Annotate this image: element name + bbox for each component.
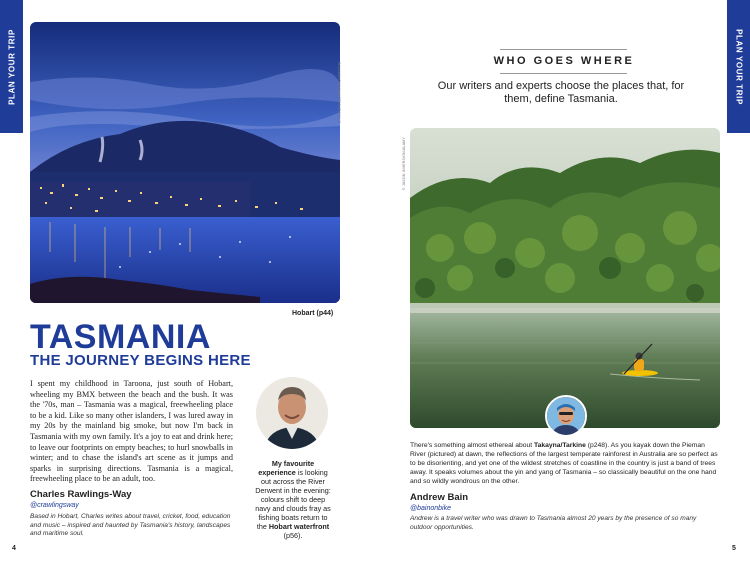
side-tab-label: PLAN YOUR TRIP [7,28,16,105]
photo-caption-hobart: Hobart (p44) [292,310,334,317]
section-rule-bottom [500,73,627,74]
page-subtitle: THE JOURNEY BEGINS HERE [30,352,251,369]
hobart-photo [30,22,340,303]
author-bio-andrew: Andrew is a travel writer who was drawn to Tasmania almost 20 years by the presence of so many outdoor opportunities. [410,515,697,531]
side-tab-label: PLAN YOUR TRIP [734,28,743,105]
avatar-charles [256,377,328,449]
avatar-andrew [545,395,587,437]
page-number-left: 4 [12,545,16,552]
page-title: TASMANIA [30,318,211,356]
author-name-charles: Charles Rawlings-Way [30,489,132,500]
intro-paragraph: I spent my childhood in Taroona, just south of Hobart, wheeling my BMX between the beach and the bush. It was the '70s, man – Tasmania was a magical, freewheeling place to be a kid. Like so many other islanders, I was lured away in my 20s by the mainland big smoke, but now I'm back in Tasmania with my own family. It's a joy to eat and drink here; to leave our footprints on empty beaches; to hurl snowballs in winter; and to chase the island's art scene as it jumps and sparks in surprising directions. Tasmania is a magical, freewheeling place to be an adult, too. [30,379,233,484]
author-handle-andrew[interactable]: @bainonbike [410,505,451,512]
page-number-right: 5 [732,545,736,552]
favourite-experience [254,459,332,540]
body-place: Takayna/Tarkine [534,442,586,449]
author-handle-charles[interactable]: @crawlingsway [30,502,79,509]
right-intro-paragraph [410,441,721,486]
favourite-ref: (p56). [283,531,303,540]
plan-your-trip-tab-right [727,0,750,133]
section-rule-top [500,49,627,50]
favourite-text: is looking out across the River Derwent in the evening: colours shift to deep navy and clouds fray as fishing boats return to the [255,468,331,531]
pieman-river-photo [410,128,720,428]
section-subtitle: Our writers and experts choose the places that, for them, define Tasmania. [437,80,685,105]
author-bio-charles: Based in Hobart, Charles writes about travel, cricket, food, education and music – inspired and haunted by Tasmania's history, landscapes and maritime soul. [30,513,231,538]
plan-your-trip-tab-left [0,0,23,133]
favourite-label: My favourite experience [258,459,315,477]
body-rest: (p248). As you kayak down the Pieman River (pictured) at dawn, the reflections of the largest temperate rainforest in Australia are so perfect as to be disorienting, and yet one of the wildest stretches of coastline in the country is just a band of trees away. It speaks volumes about the yin and yang of Tasmania – so classically beautiful on the one hand and so wildly wondrous on the other. [410,442,718,485]
author-name-andrew: Andrew Bain [410,492,469,503]
photo-credit-hobart: WILLIAM CHO/SHUTTERSTOCK © [337,62,341,124]
section-title: WHO GOES WHERE [493,55,635,67]
body-start: There's something almost ethereal about [410,442,533,449]
photo-credit-river: © JASON INVERSION/ALAMY [402,137,406,190]
favourite-place: Hobart waterfront [268,522,330,531]
